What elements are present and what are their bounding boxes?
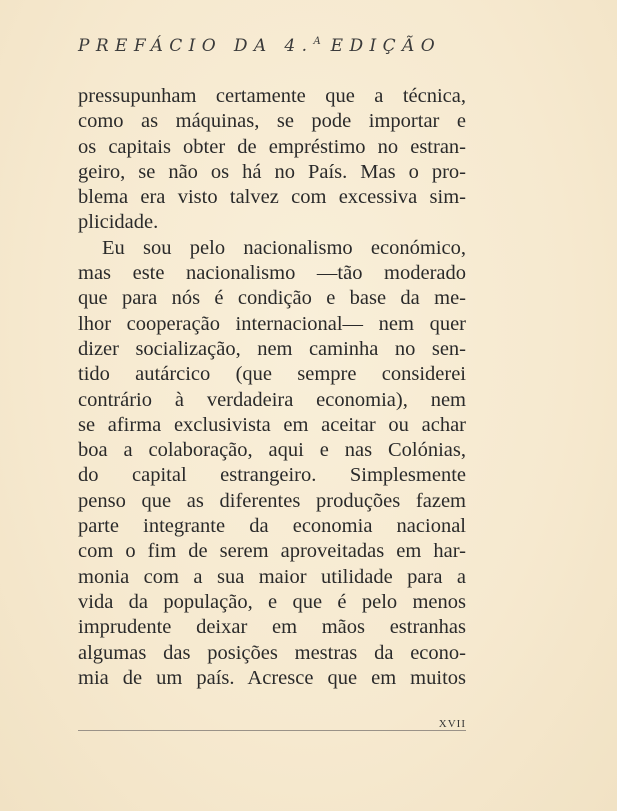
text-line: lhor cooperação internacional— nem quer	[78, 312, 466, 335]
running-header-suffix: EDIÇÃO	[330, 36, 442, 56]
text-line: geiro, se não os há no País. Mas o pro-	[78, 160, 466, 183]
text-line: mas este nacionalismo —tão moderado	[78, 262, 466, 285]
running-header	[78, 36, 478, 56]
text-line: dizer socialização, nem caminha no sen-	[78, 337, 466, 360]
running-header-prefix: PREFÁCIO DA 4.	[78, 36, 314, 56]
body-text	[78, 84, 466, 691]
text-line: os capitais obter de empréstimo no estran-	[78, 135, 466, 158]
text-line: com o fim de serem aproveitadas em har-	[78, 540, 466, 563]
text-line: Eu sou pelo nacionalismo económico,	[102, 236, 466, 259]
running-header-superscript: A	[313, 36, 321, 47]
text-line: tido autárcico (que sempre considerei	[78, 363, 466, 386]
text-line: do capital estrangeiro. Simplesmente	[78, 464, 466, 487]
text-line: que para nós é condição e base da me-	[78, 287, 466, 310]
text-line: imprudente deixar em mãos estranhas	[78, 616, 466, 639]
text-line: como as máquinas, se pode importar e	[78, 110, 466, 133]
text-line: penso que as diferentes produções fazem	[78, 489, 466, 512]
text-line: contrário à verdadeira economia), nem	[78, 388, 466, 411]
text-line: blema era visto talvez com excessiva sim-	[78, 186, 466, 209]
text-line: monia com a sua maior utilidade para a	[78, 565, 466, 588]
text-line: boa a colaboração, aqui e nas Colónias,	[78, 439, 466, 462]
page-number: XVII	[438, 718, 466, 730]
text-line: mia de um país. Acresce que em muitos	[78, 666, 466, 689]
text-line: plicidade.	[78, 211, 159, 234]
footer-rule	[78, 730, 466, 731]
text-line: se afirma exclusivista em aceitar ou achar	[78, 413, 466, 436]
text-line: parte integrante da economia nacional	[78, 515, 466, 538]
text-line: vida da população, e que é pelo menos	[78, 590, 466, 613]
text-line: pressupunham certamente que a técnica,	[78, 85, 466, 107]
text-line: algumas das posições mestras da econo-	[78, 641, 466, 664]
